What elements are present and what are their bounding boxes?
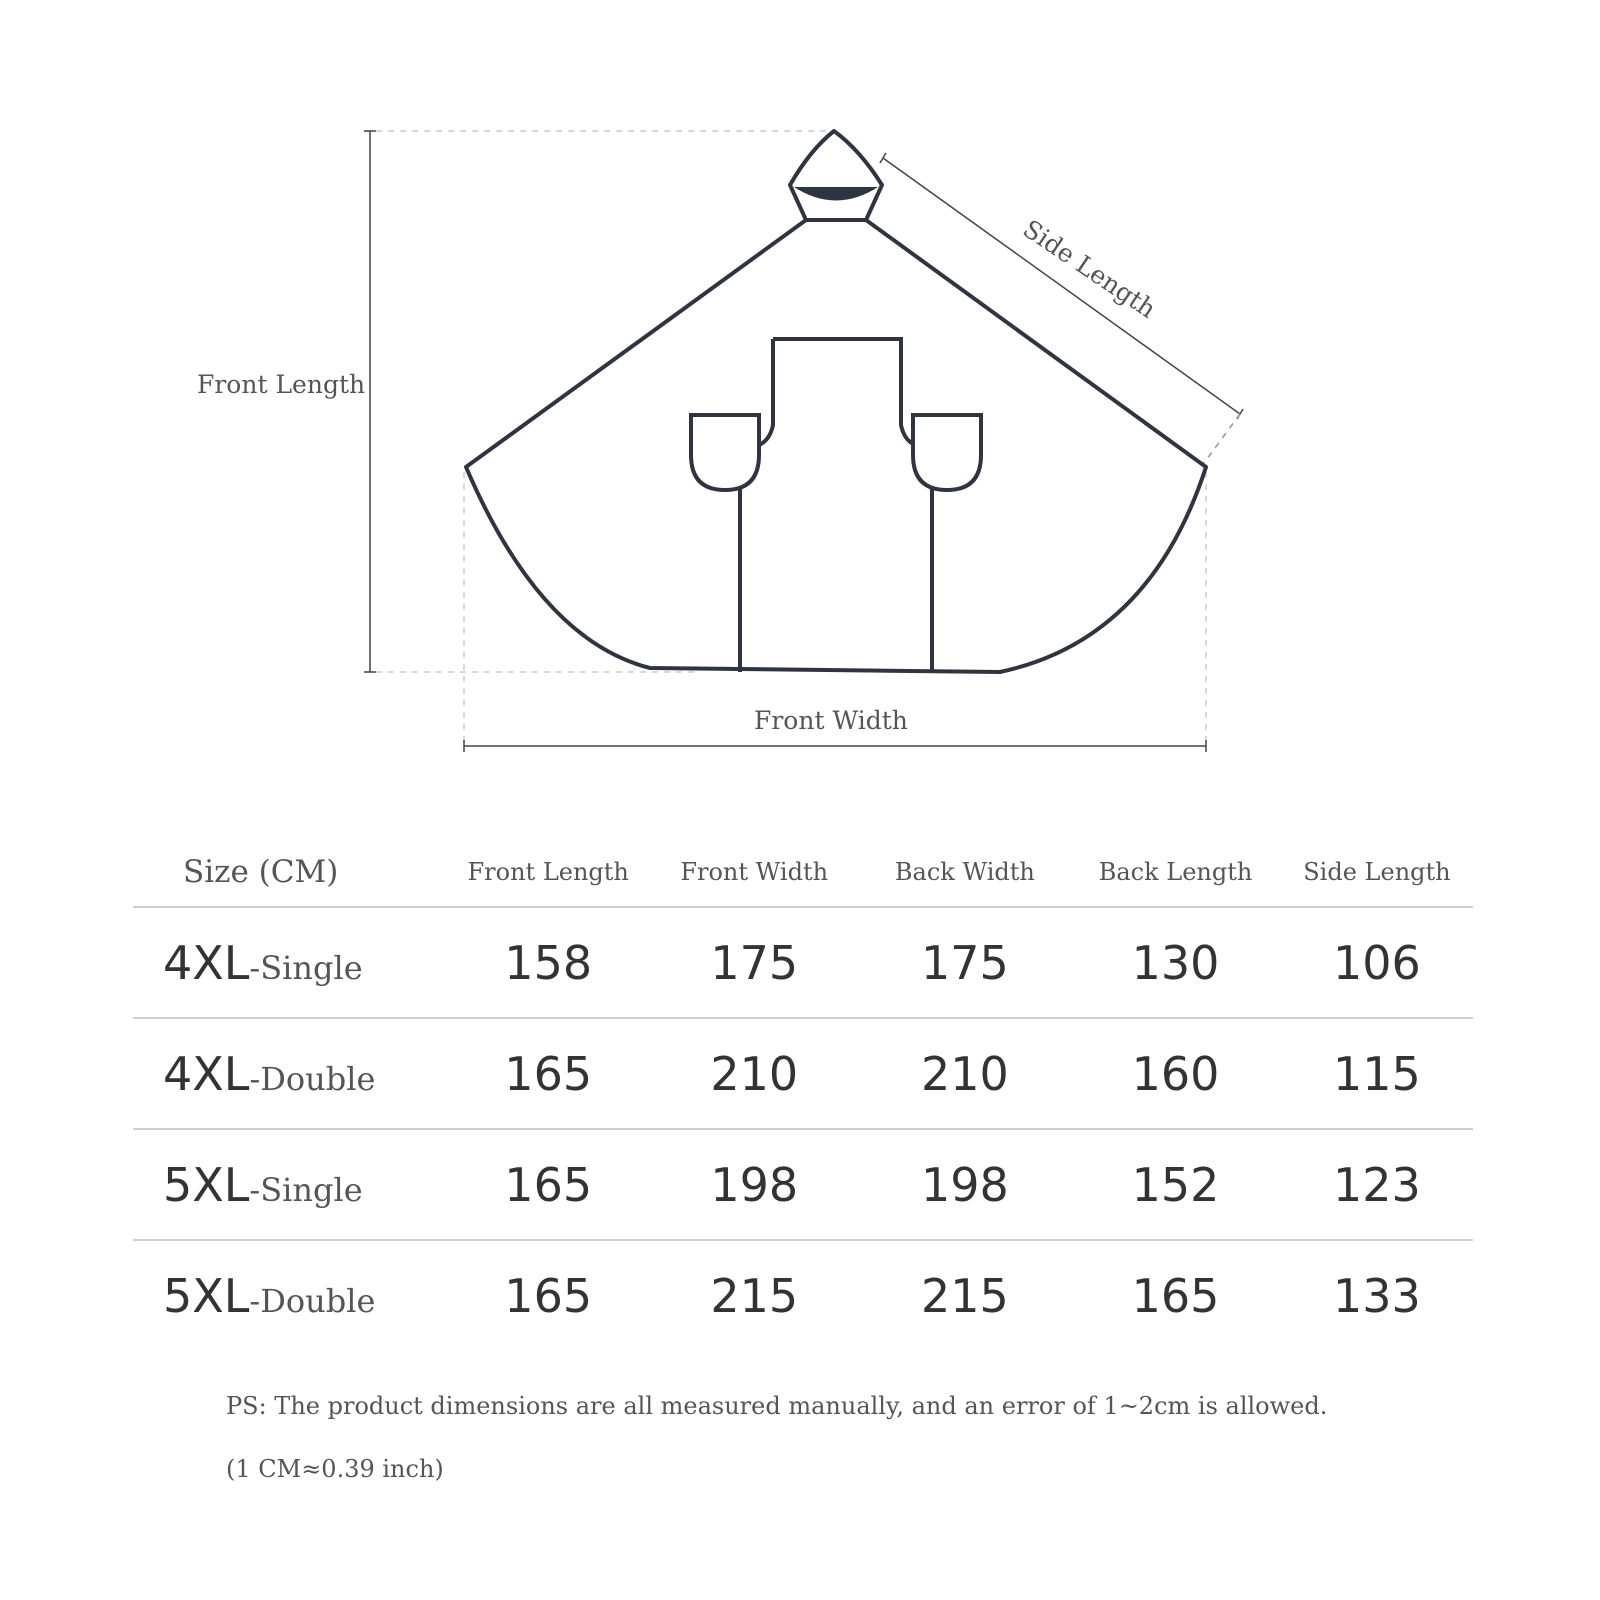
back-length-value: 152 bbox=[1070, 1129, 1281, 1240]
header-back-width: Back Width bbox=[860, 838, 1071, 907]
right-pocket bbox=[913, 415, 981, 490]
size-variant: -Single bbox=[249, 1170, 363, 1209]
side-length-value: 106 bbox=[1281, 907, 1473, 1018]
back-length-value: 165 bbox=[1131, 1268, 1220, 1323]
table-row bbox=[133, 1240, 1473, 1350]
header-size: Size (CM) bbox=[133, 838, 448, 907]
front-width-value: 175 bbox=[649, 907, 860, 1018]
front-length-label: Front Length bbox=[197, 370, 366, 399]
measurement-note: PS: The product dimensions are all measured manually, and an error of 1~2cm is allowed. bbox=[226, 1392, 1328, 1420]
table-header-row bbox=[133, 838, 1473, 907]
header-back-length: Back Length bbox=[1070, 838, 1281, 907]
front-length-value: 165 bbox=[448, 1018, 649, 1129]
front-length-dimension bbox=[364, 131, 376, 672]
size-name: 5XL bbox=[163, 1157, 250, 1212]
front-length-value: 165 bbox=[504, 1268, 593, 1323]
back-width-value: 198 bbox=[860, 1129, 1071, 1240]
table-row bbox=[133, 1018, 1473, 1129]
header-front-length: Front Length bbox=[448, 838, 649, 907]
poncho-diagram bbox=[0, 0, 1600, 780]
header-front-width: Front Width bbox=[649, 838, 860, 907]
side-length-value: 115 bbox=[1281, 1018, 1473, 1129]
table-row bbox=[133, 907, 1473, 1018]
back-width-value: 175 bbox=[860, 907, 1071, 1018]
header-side-length: Side Length bbox=[1281, 838, 1473, 907]
front-width-value: 210 bbox=[649, 1018, 860, 1129]
size-variant: -Single bbox=[249, 948, 363, 987]
size-table bbox=[133, 838, 1473, 1350]
hood bbox=[790, 131, 882, 220]
back-length-value: 160 bbox=[1070, 1018, 1281, 1129]
side-length-value: 123 bbox=[1281, 1129, 1473, 1240]
front-length-value: 165 bbox=[448, 1129, 649, 1240]
back-length-value: 130 bbox=[1070, 907, 1281, 1018]
size-name: 4XL bbox=[163, 935, 250, 990]
size-cell bbox=[133, 907, 448, 1018]
back-width-value: 210 bbox=[860, 1018, 1071, 1129]
front-width-dimension bbox=[464, 740, 1206, 752]
size-name: 5XL bbox=[163, 1268, 250, 1323]
size-cell bbox=[133, 1018, 448, 1129]
side-length-label: Side Length bbox=[1017, 214, 1162, 324]
left-pocket bbox=[691, 415, 759, 490]
front-width-value: 215 bbox=[710, 1268, 799, 1323]
size-cell bbox=[133, 1129, 448, 1240]
front-width-value: 198 bbox=[649, 1129, 860, 1240]
front-width-label: Front Width bbox=[754, 706, 908, 735]
back-width-value: 215 bbox=[920, 1268, 1009, 1323]
size-cell bbox=[133, 1240, 448, 1350]
size-name: 4XL bbox=[163, 1046, 250, 1101]
front-length-value: 158 bbox=[448, 907, 649, 1018]
conversion-note: (1 CM≈0.39 inch) bbox=[226, 1455, 444, 1483]
side-length-value: 133 bbox=[1333, 1268, 1421, 1323]
size-variant: -Double bbox=[249, 1059, 376, 1098]
table-row bbox=[133, 1129, 1473, 1240]
size-variant: -Double bbox=[249, 1281, 376, 1320]
